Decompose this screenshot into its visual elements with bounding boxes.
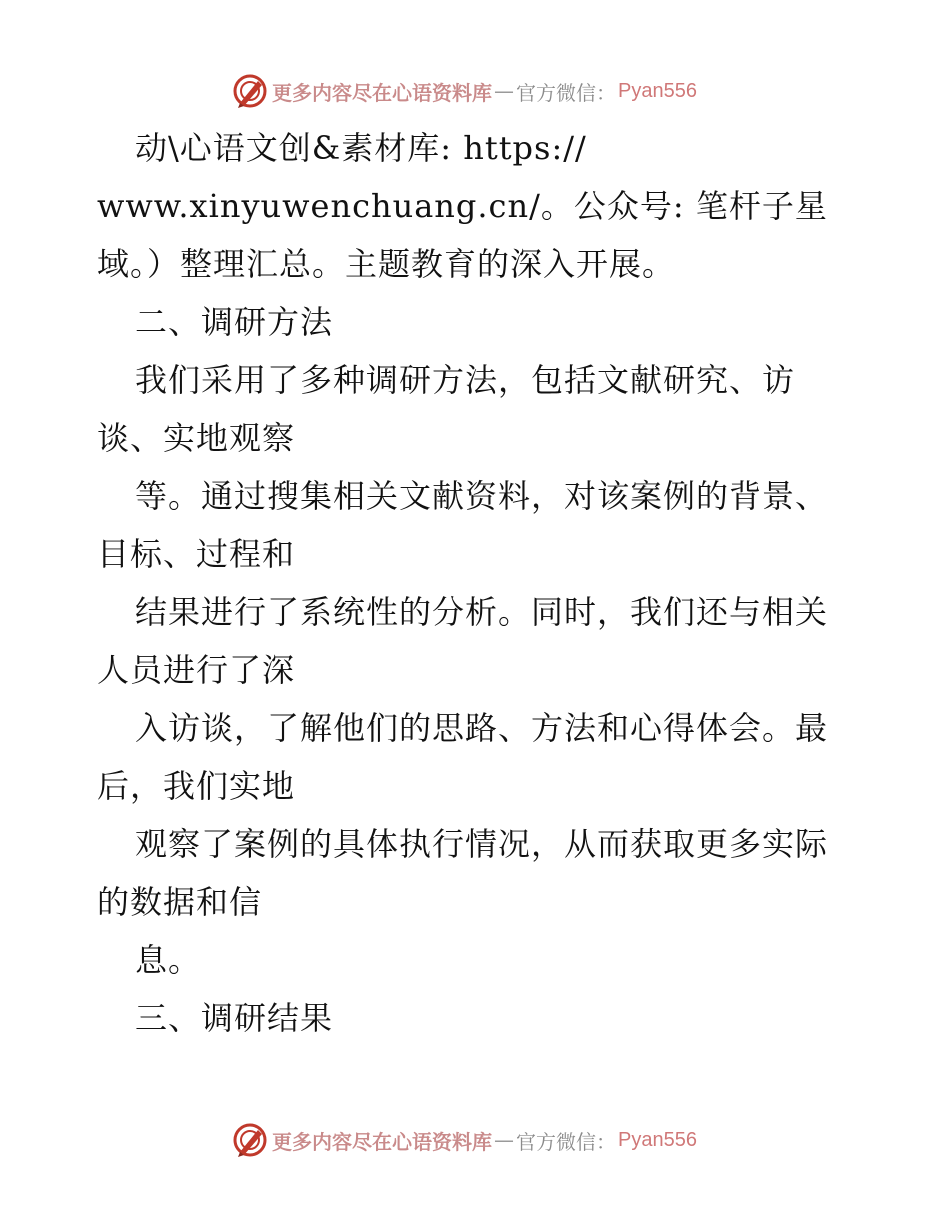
body-line: 我们采用了多种调研方法，包括文献研究、访 (135, 361, 796, 399)
body-line: www.xinyuwenchuang.cn/。公众号: 笔杆子星 (97, 187, 828, 225)
pen-logo-icon (232, 1122, 268, 1158)
body-line: 结果进行了系统性的分析。同时，我们还与相关 (135, 593, 829, 631)
footer-banner (232, 1120, 697, 1160)
body-line: 息。 (135, 941, 202, 979)
header-official-label: 官方微信： (516, 80, 616, 105)
header-banner-text: 更多内容尽在心语资料库 (272, 80, 492, 105)
body-line: 后，我们实地 (97, 767, 296, 805)
body-line: 域。）整理汇总。主题教育的深入开展。 (97, 245, 676, 283)
section-heading: 二、调研方法 (135, 303, 334, 341)
footer-banner-dash: — (494, 1128, 514, 1152)
header-banner (232, 71, 697, 111)
header-wechat-id: Pyan556 (618, 79, 697, 102)
body-line: 的数据和信 (97, 883, 263, 921)
pen-logo-icon (232, 73, 268, 109)
section-heading: 三、调研结果 (135, 999, 334, 1037)
body-line: 动\心语文创&素材库: https:// (135, 129, 587, 167)
header-banner-dash: — (494, 79, 514, 103)
body-line: 等。通过搜集相关文献资料，对该案例的背景、 (135, 477, 829, 515)
body-line: 观察了案例的具体执行情况，从而获取更多实际 (135, 825, 829, 863)
body-line: 入访谈，了解他们的思路、方法和心得体会。最 (135, 709, 829, 747)
footer-wechat-id: Pyan556 (618, 1128, 697, 1151)
body-line: 目标、过程和 (97, 535, 296, 573)
body-line: 谈、实地观察 (97, 419, 296, 457)
footer-banner-text: 更多内容尽在心语资料库 (272, 1129, 492, 1154)
body-line: 人员进行了深 (97, 651, 296, 689)
footer-official-label: 官方微信： (516, 1129, 616, 1154)
